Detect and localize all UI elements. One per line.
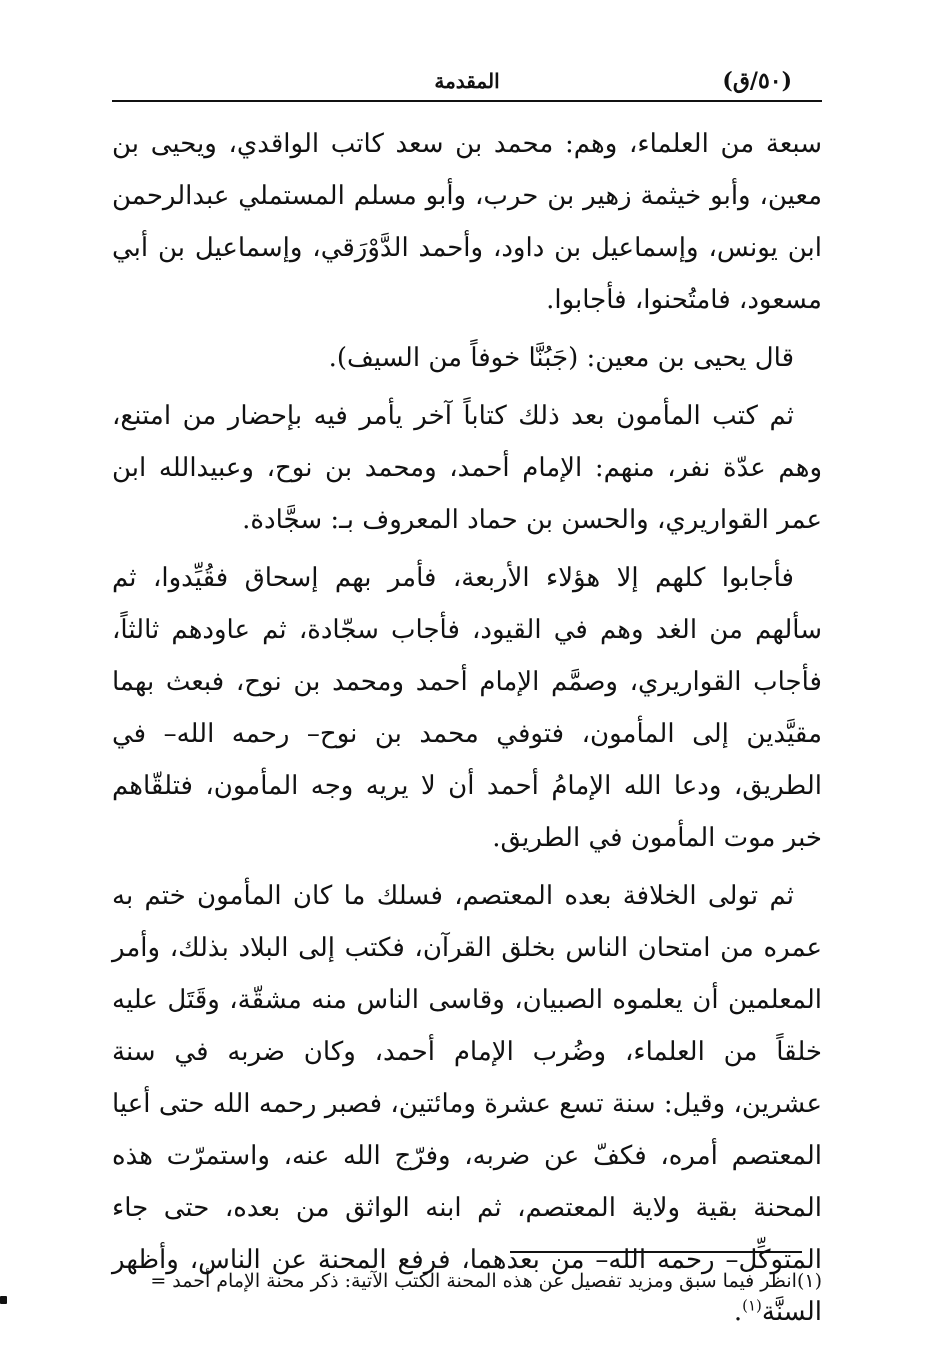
running-title: المقدمة [434,69,500,93]
page [112,62,822,1338]
footnote-reference[interactable]: (١) [742,1296,762,1315]
footnote: (١)انظر فيما سبق ومزيد تفصيل عن هذه المحنة الكتب الآتية: ذكر محنة الإمام أحمد = [150,1270,822,1292]
footnote-separator [510,1251,802,1253]
paragraph: ثم كتب المأمون بعد ذلك كتاباً آخر يأمر فيه بإحضار من امتنع، وهم عدّة نفر، منهم: الإمام أحمد، ومحمد بن نوح، وعبيدالله ابن عمر القواريري، والحسن بن حماد المعروف بـ: سجَّادة. [112,401,822,535]
paragraph: سبعة من العلماء، وهم: محمد بن سعد كاتب الواقدي، ويحيى بن معين، وأبو خيثمة زهير بن حرب، وأبو مسلم المستملي عبدالرحمن ابن يونس، وإسماعيل بن داود، وأحمد الدَّوْرَقي، وإسماعيل بن أبي مسعود، فامتُحنوا، فأجابوا. [112,129,822,315]
body-text [112,118,822,1338]
paragraph: قال يحيى بن معين: (جَبُنَّا خوفاً من السيف). [328,343,794,373]
page-header [112,62,822,102]
paragraph: فأجابوا كلهم إلا هؤلاء الأربعة، فأمر بهم إسحاق فقُيِّدوا، ثم سألهم من الغد وهم في القيود، فأجاب سجّادة، ثم عاودهم ثالثاً، فأجاب القواريري، وصمَّم الإمام أحمد ومحمد بن نوح، فبعث بهما مقيَّدين إلى المأمون، فتوفي محمد بن نوح– رحمه الله– في الطريق، ودعا الله الإمامُ أحمد أن لا يريه وجه المأمون، فتلقّاهم خبر موت المأمون في الطريق. [112,563,822,853]
paragraph-text: ثم تولى الخلافة بعده المعتصم، فسلك ما كان المأمون ختم به عمره من امتحان الناس بخلق القرآن، فكتب إلى البلاد بذلك، وأمر المعلمين أن يعلموه الصبيان، وقاسى الناس منه مشقّة، وقَتَل عليه خلقاً من العلماء، وضُرب الإمام أحمد، وكان ضربه في سنة عشرين، وقيل: سنة تسع عشرة ومائتين، فصبر رحمه الله حتى أعيا المعتصم أمره، فكفّ عن ضربه، وفرّج الله عنه، واستمرّت هذه المحنة بقية ولاية المعتصم، ثم ابنه الواثق من بعده، حتى جاء المتوكِّل– رحمه الله– من بعدهما، فرفع المحنة عن الناس، وأظهر السنَّة [112,881,822,1327]
scan-mark [0,1296,7,1304]
paragraph-end: . [733,1297,743,1327]
page-number: (٥٠/ق) [722,68,792,94]
